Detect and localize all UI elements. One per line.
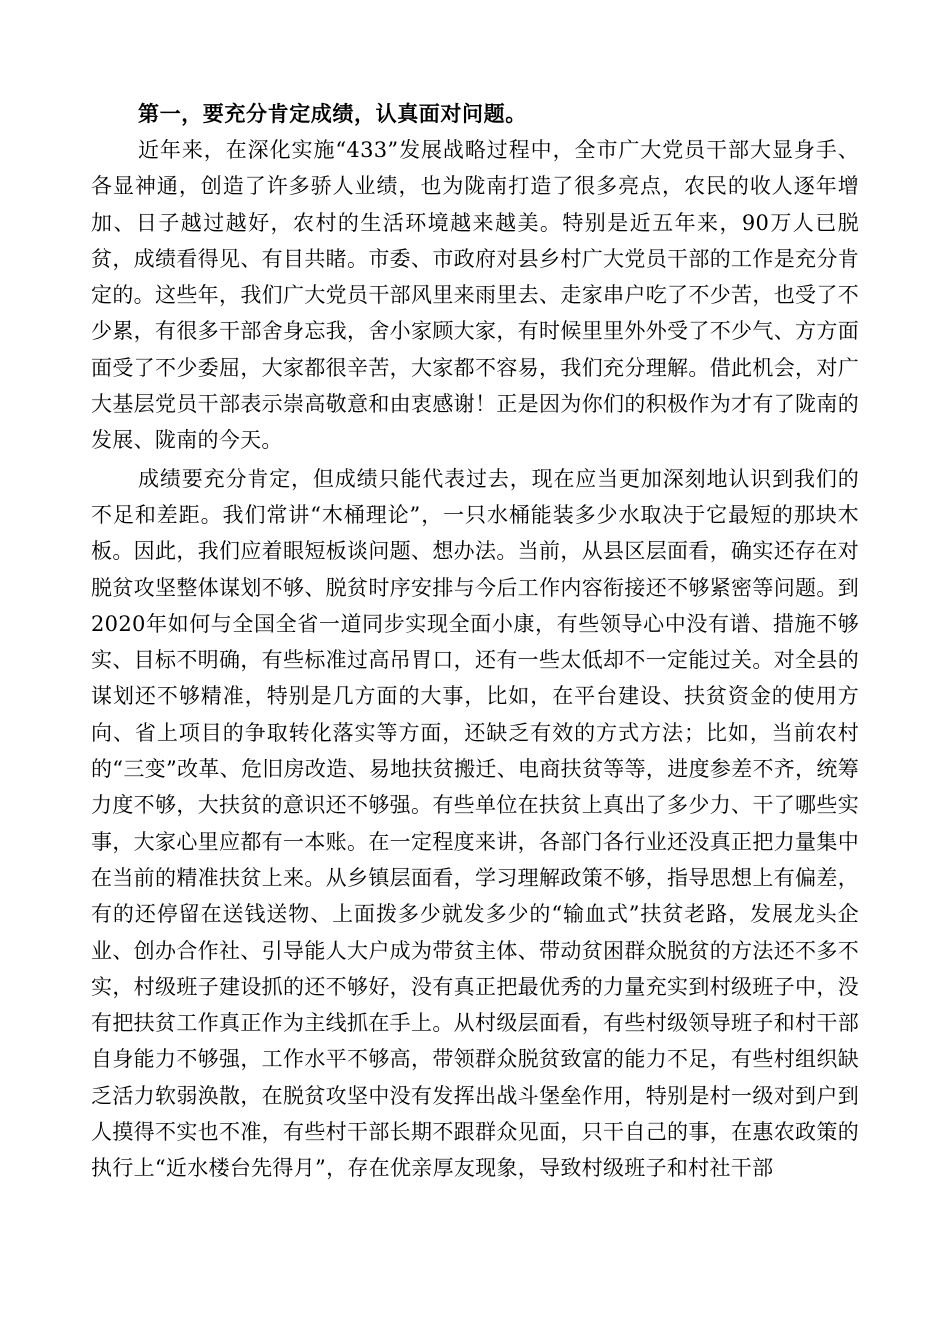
document-body: [91, 96, 859, 1189]
paragraph-achievements: 近年来，在深化实施“433”发展战略过程中，全市广大党员干部大显身手、各显神通，创造了许多骄人业绩，也为陇南打造了很多亮点，农民的收人逐年增加、日子越过越好，农村的生活环境越来越美。特别是近五年来，90万人已脱贫，成绩看得见、有目共睹。市委、市政府对县乡村广大党员干部的工作是充分肯定的。这些年，我们广大党员干部风里来雨里去、走家串户吃了不少苦，也受了不少累，有很多干部舍身忘我，舍小家顾大家，有时候里里外外受了不少气、方方面面受了不少委屈，大家都很辛苦，大家都不容易，我们充分理解。借此机会，对广大基层党员干部表示崇高敬意和由衷感谢！正是因为你们的积极作为才有了陇南的发展、陇南的今天。: [91, 138, 859, 453]
section-heading: 第一，要充分肯定成绩，认真面对问题。: [138, 102, 527, 126]
paragraph-problems: 成绩要充分肯定，但成绩只能代表过去，现在应当更加深刻地认识到我们的不足和差距。我们常讲“木桶理论”，一只水桶能装多少水取决于它最短的那块木板。因此，我们应着眼短板谈问题、想办法。当前，从县区层面看，确实还存在对脱贫攻坚整体谋划不够、脱贫时序安排与今后工作内容衔接还不够紧密等问题。到2020年如何与全国全省一道同步实现全面小康，有些领导心中没有谱、措施不够实、目标不明确，有些标准过高吊胃口，还有一些太低却不一定能过关。对全县的谋划还不够精准，特别是几方面的大事，比如，在平台建设、扶贫资金的使用方向、省上项目的争取转化落实等方面，还缺乏有效的方式方法；比如，当前农村的“三变”改革、危旧房改造、易地扶贫搬迁、电商扶贫等等，进度参差不齐，统筹力度不够，大扶贫的意识还不够强。有些单位在扶贫上真出了多少力、干了哪些实事，大家心里应都有一本账。在一定程度来讲，各部门各行业还没真正把力量集中在当前的精准扶贫上来。从乡镇层面看，学习理解政策不够，指导思想上有偏差，有的还停留在送钱送物、上面拨多少就发多少的“输血式”扶贫老路，发展龙头企业、创办合作社、引导能人大户成为带贫主体、带动贫困群众脱贫的方法还不多不实，村级班子建设抓的还不够好，没有真正把最优秀的力量充实到村级班子中，没有把扶贫工作真正作为主线抓在手上。从村级层面看，有些村级领导班子和村干部自身能力不够强，工作水平不够高，带领群众脱贫致富的能力不足，有些村组织缺乏活力软弱涣散，在脱贫攻坚中没有发挥出战斗堡垒作用，特别是村一级对到户到人摸得不实也不准，有些村干部长期不跟群众见面，只干自己的事，在惠农政策的执行上“近水楼台先得月”，存在优亲厚友现象，导致村级班子和村社干部: [91, 466, 859, 1181]
